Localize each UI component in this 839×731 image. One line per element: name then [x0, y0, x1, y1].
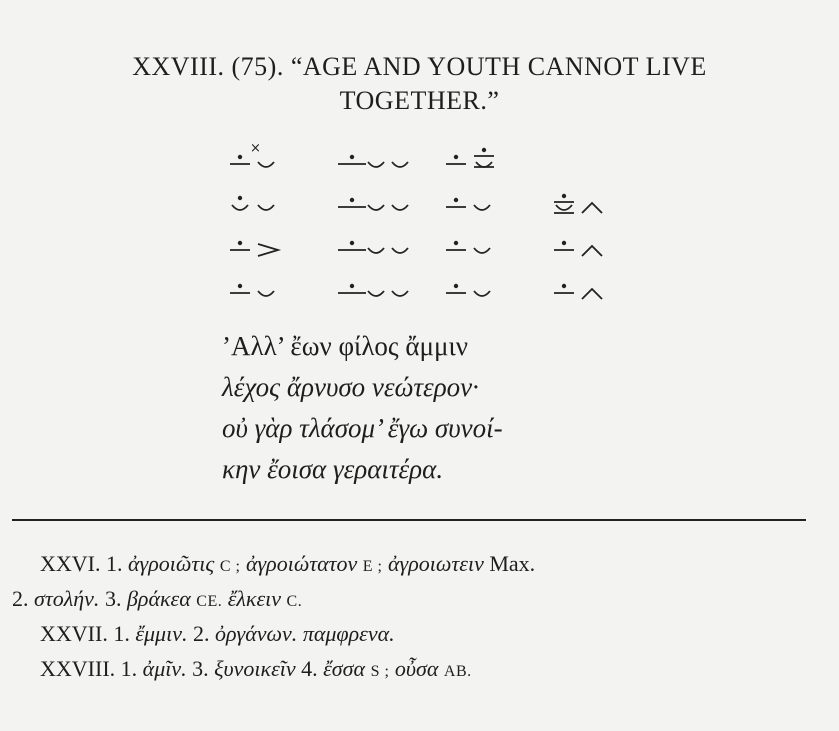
- poem-line-3: οὐ γὰρ τλάσομ’ ἔγω συνοί-: [222, 413, 503, 443]
- note-label: XXVIII. 1.: [40, 656, 138, 681]
- note-source: C ;: [219, 558, 241, 575]
- critical-notes: [12, 546, 812, 686]
- metre-foot: [228, 183, 336, 223]
- note-source: CE.: [196, 593, 223, 610]
- metre-foot: [444, 269, 552, 309]
- metre-symbol: [444, 226, 552, 266]
- metre-symbol: [228, 183, 336, 223]
- metre-symbol: [552, 226, 660, 266]
- metre-foot: [228, 269, 336, 309]
- metre-row: [228, 181, 660, 224]
- note-reading: ἔλκειν: [227, 586, 282, 611]
- metre-symbol: [228, 269, 336, 309]
- poem-line-4: κην ἔοισα γεραιτέρα.: [222, 454, 444, 484]
- metre-foot: [336, 140, 444, 180]
- note-label: 4.: [301, 656, 318, 681]
- svg-text:×: ×: [250, 140, 261, 156]
- metre-row: [228, 224, 660, 267]
- metre-foot: [444, 140, 552, 180]
- note-label: 3.: [104, 586, 122, 611]
- metre-row: [228, 138, 660, 181]
- note-line-3: [12, 616, 812, 651]
- metre-symbol: [552, 183, 660, 223]
- metre-symbol: [228, 140, 336, 180]
- note-reading: ἔμμιν.: [135, 621, 188, 646]
- poem-heading-line1: XXVIII. (75). “AGE AND YOUTH CANNOT LIVE: [132, 52, 707, 81]
- metre-row: [228, 267, 660, 310]
- metre-foot: [444, 183, 552, 223]
- greek-poem: [222, 326, 503, 490]
- poem-heading-line2: TOGETHER.”: [339, 86, 500, 115]
- metre-symbol: [336, 269, 444, 309]
- metre-symbol: [336, 140, 444, 180]
- note-label: 2.: [192, 621, 210, 646]
- note-reading: βράκεα: [126, 586, 191, 611]
- note-source: AB.: [443, 663, 472, 680]
- note-reading: οὖσα: [394, 656, 439, 681]
- note-reading: ξυνοικεῖν: [214, 656, 296, 681]
- note-reading: ἀγροιῶτις: [128, 551, 215, 576]
- note-line-2: [12, 581, 812, 616]
- metre-foot: [552, 183, 660, 223]
- note-label: XXVII. 1.: [40, 621, 130, 646]
- note-reading: στολήν.: [34, 586, 100, 611]
- note-reading: ὀργάνων.: [214, 621, 298, 646]
- metre-symbol: [336, 183, 444, 223]
- poem-line-2: λέχος ἄρνυσο νεώτερον·: [222, 372, 479, 402]
- note-source: C.: [286, 593, 303, 610]
- note-source: Max.: [489, 551, 536, 576]
- note-line-4: [12, 651, 812, 686]
- note-reading: ἀγροιώτατον: [245, 551, 358, 576]
- divider-rule: [12, 519, 806, 521]
- poem-line-1: ’Αλλ’ ἔων φίλος ἄμμιν: [222, 331, 468, 361]
- metre-symbol: [228, 226, 336, 266]
- metre-symbol: [444, 269, 552, 309]
- note-reading: παμφρενα.: [302, 621, 395, 646]
- note-label: 3.: [192, 656, 209, 681]
- note-reading: ἔσσα: [323, 656, 366, 681]
- note-source: E ;: [362, 558, 383, 575]
- note-line-1: [12, 546, 812, 581]
- metre-foot: [444, 226, 552, 266]
- metre-foot: [336, 269, 444, 309]
- metre-symbol: [552, 269, 660, 309]
- metrical-scheme: [228, 138, 660, 310]
- note-label: 2.: [12, 586, 29, 611]
- metre-symbol: [444, 140, 552, 180]
- note-reading: ἀγροιωτειν: [388, 551, 484, 576]
- metre-foot: [336, 183, 444, 223]
- metre-foot: [336, 226, 444, 266]
- note-reading: ἀμῖν.: [142, 656, 187, 681]
- note-source: S ;: [370, 663, 390, 680]
- metre-foot: [552, 269, 660, 309]
- metre-foot: [228, 226, 336, 266]
- metre-foot: [228, 140, 336, 180]
- metre-foot: [552, 226, 660, 266]
- metre-symbol: [444, 183, 552, 223]
- metre-symbol: [336, 226, 444, 266]
- note-label: XXVI. 1.: [40, 551, 123, 576]
